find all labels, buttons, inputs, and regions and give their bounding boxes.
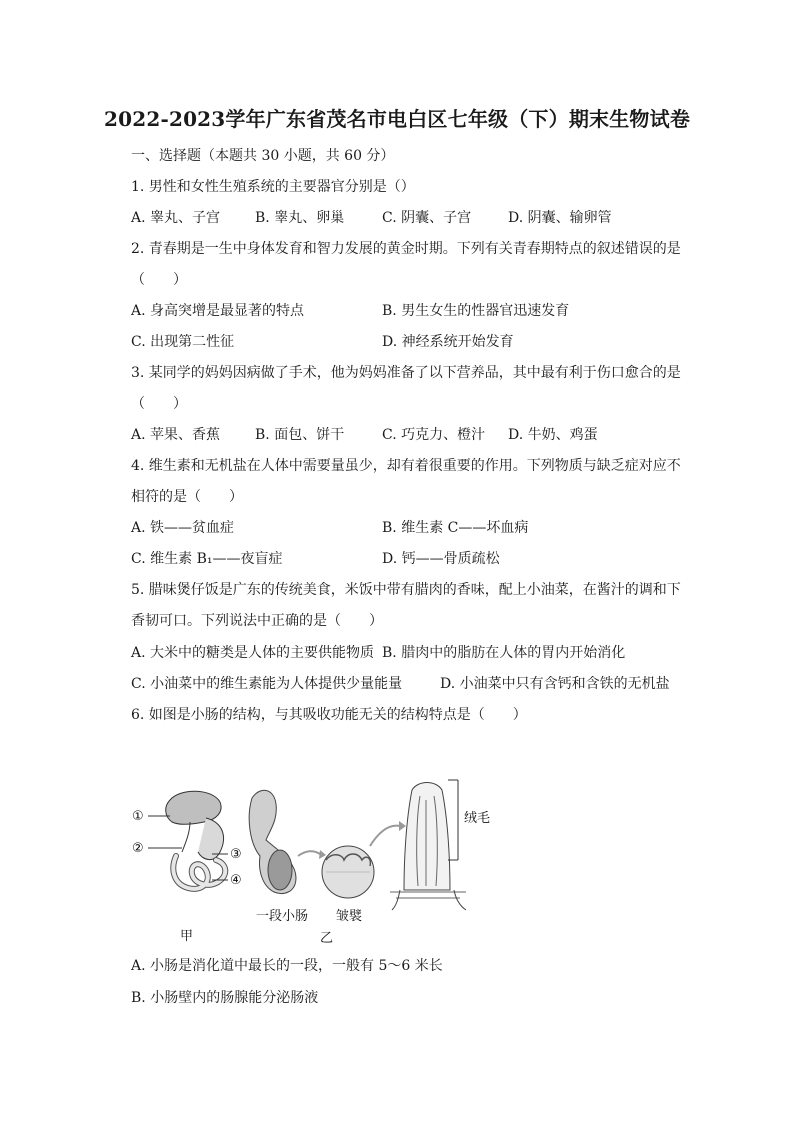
q1-option-d: D. 阴囊、输卵管 bbox=[508, 210, 612, 226]
marker-2: ② bbox=[132, 841, 144, 856]
small-intestine-figure bbox=[120, 760, 540, 950]
q4-option-a: A. 铁——贫血症 bbox=[131, 520, 235, 536]
question-4-stem: 4. 维生素和无机盐在人体中需要量虽少，却有着很重要的作用。下列物质与缺乏症对应不 bbox=[131, 458, 681, 474]
question-3-stem: 3. 某同学的妈妈因病做了手术，他为妈妈准备了以下营养品，其中最有利于伤口愈合的是 bbox=[131, 365, 681, 381]
q4-option-b: B. 维生素 C——坏血病 bbox=[382, 520, 529, 536]
question-5-stem-cont: 香韧可口。下列说法中正确的是（ ） bbox=[131, 613, 383, 629]
question-6-stem: 6. 如图是小肠的结构，与其吸收功能无关的结构特点是（ ） bbox=[131, 707, 527, 723]
q6-option-b: B. 小肠壁内的肠腺能分泌肠液 bbox=[131, 990, 319, 1006]
q1-option-a: A. 睾丸、子宫 bbox=[131, 210, 221, 226]
q5-option-b: B. 腊肉中的脂肪在人体的胃内开始消化 bbox=[382, 645, 626, 661]
question-5-stem: 5. 腊味煲仔饭是广东的传统美食，米饭中带有腊肉的香味，配上小油菜，在酱汁的调和下 bbox=[131, 582, 681, 598]
q2-option-a: A. 身高突增是最显著的特点 bbox=[131, 303, 305, 319]
marker-4: ④ bbox=[230, 873, 242, 888]
q1-option-b: B. 睾丸、卵巢 bbox=[255, 210, 345, 226]
intestine-segment-drawing bbox=[249, 783, 466, 911]
q5-option-d: D. 小油菜中只有含钙和含铁的无机盐 bbox=[440, 676, 670, 692]
q3-option-b: B. 面包、饼干 bbox=[255, 427, 345, 443]
q5-option-a: A. 大米中的糖类是人体的主要供能物质 bbox=[131, 645, 375, 661]
q3-option-a: A. 苹果、香蕉 bbox=[131, 427, 221, 443]
question-1-stem: 1. 男性和女性生殖系统的主要器官分别是（） bbox=[131, 179, 415, 195]
page-title: 2022-2023学年广东省茂名市电白区七年级（下）期末生物试卷 bbox=[103, 107, 691, 131]
question-4-stem-cont: 相符的是（ ） bbox=[131, 489, 243, 505]
label-segment: 一段小肠 bbox=[256, 909, 309, 924]
q3-option-c: C. 巧克力、橙汁 bbox=[382, 427, 486, 443]
q3-option-d: D. 牛奶、鸡蛋 bbox=[508, 427, 598, 443]
question-3-stem-cont: （ ） bbox=[131, 396, 187, 412]
q5-option-c: C. 小油菜中的维生素能为人体提供少量能量 bbox=[131, 676, 403, 692]
marker-1: ① bbox=[132, 809, 144, 824]
label-villus: 绒毛 bbox=[464, 811, 491, 826]
q2-option-d: D. 神经系统开始发育 bbox=[382, 334, 514, 350]
label-yi: 乙 bbox=[320, 931, 334, 946]
question-2-stem: 2. 青春期是一生中身体发育和智力发展的黄金时期。下列有关青春期特点的叙述错误的是 bbox=[131, 241, 681, 257]
digestive-system-drawing bbox=[166, 791, 226, 889]
section-heading: 一、选择题（本题共 30 小题，共 60 分） bbox=[131, 148, 395, 164]
q2-option-b: B. 男生女生的性器官迅速发育 bbox=[382, 303, 570, 319]
q6-option-a: A. 小肠是消化道中最长的一段，一般有 5～6 米长 bbox=[131, 958, 443, 974]
question-2-stem-cont: （ ） bbox=[131, 272, 187, 288]
q2-option-c: C. 出现第二性征 bbox=[131, 334, 235, 350]
q4-option-c: C. 维生素 B₁——夜盲症 bbox=[131, 551, 283, 567]
label-fold: 皱襞 bbox=[336, 909, 363, 924]
q1-option-c: C. 阴囊、子宫 bbox=[382, 210, 472, 226]
label-jia: 甲 bbox=[180, 929, 194, 944]
marker-3: ③ bbox=[230, 847, 242, 862]
q4-option-d: D. 钙——骨质疏松 bbox=[382, 551, 500, 567]
